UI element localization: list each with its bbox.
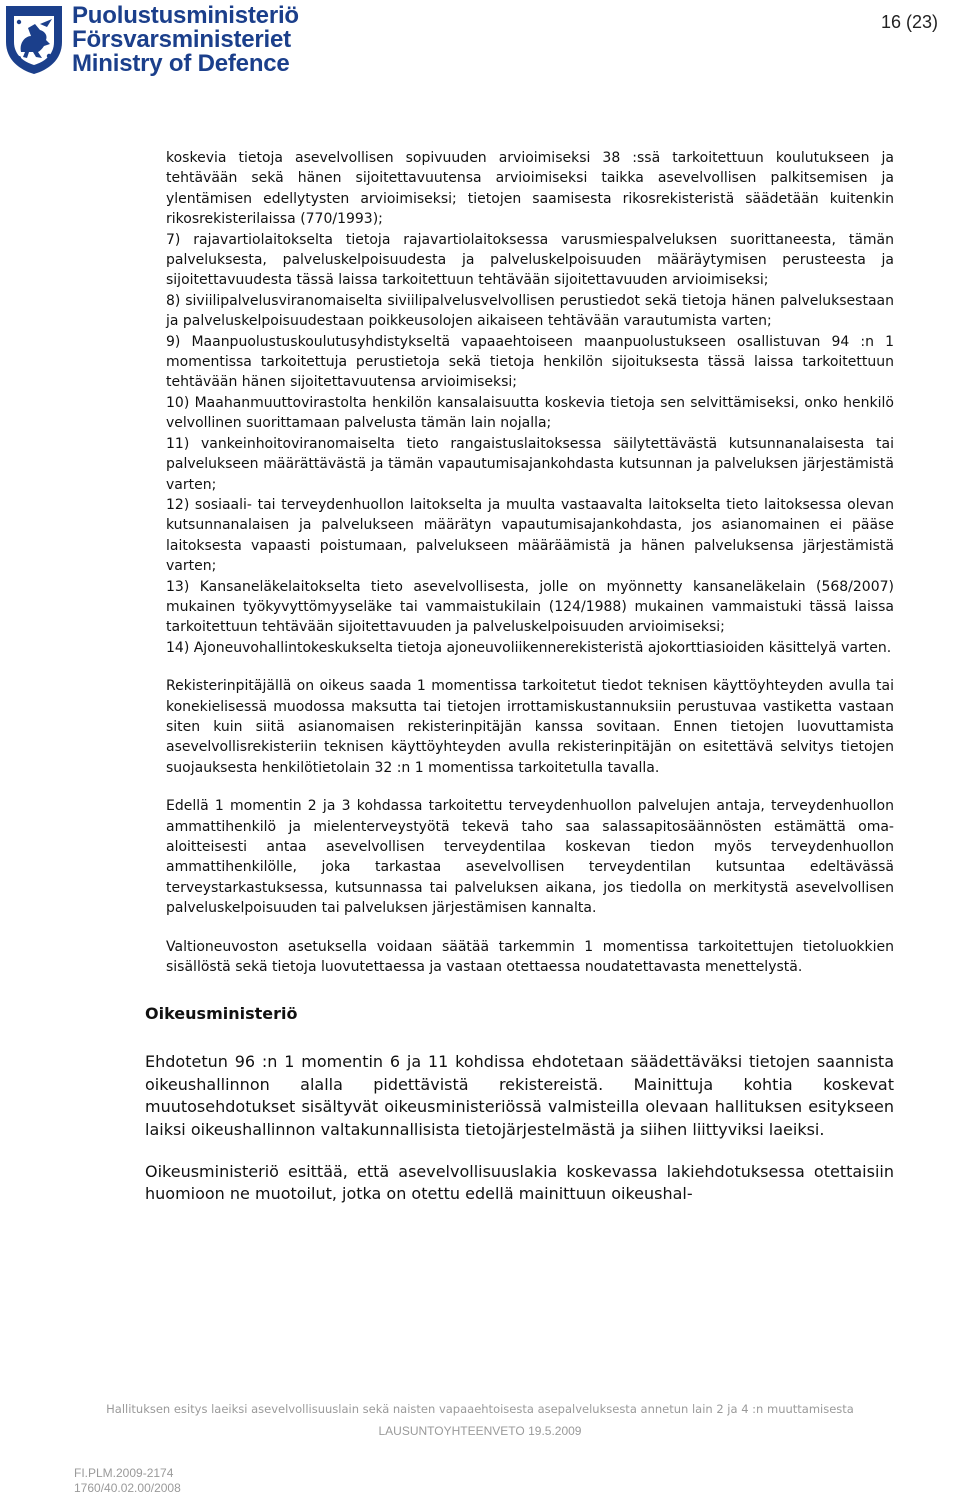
footer-subtitle: LAUSUNTOYHTEENVETO 19.5.2009 — [378, 1424, 582, 1438]
section-paragraph: Ehdotetun 96 :n 1 momentin 6 ja 11 kohdissa ehdotetaan säädettäväksi tietojen saannista oikeushallinnon alalla pidettävistä rekistereistä. Mainittuja kohtia koskevat muutosehdotukset sisältyvät oikeusministeriössä valmisteilla olevaan hallituksen esitykseen laiksi oikeushallinnon valtakunnallisista tietojärjestelmästä ja siihen liittyviksi laeiksi. — [145, 1052, 894, 1139]
footer-title: Hallituksen esitys laeiksi asevelvollisuuslain sekä naisten vapaaehtoisesta asepalveluksesta annetun lain 2 ja 4 :n muuttamisesta — [106, 1402, 854, 1416]
list-item: 12) sosiaali- tai terveydenhuollon laitokselta ja muulta vastaavalta laitokselta tieto laitoksessa olevan kutsunnanalaisen ja palvelukseen määrätyn vapautumisajankohdasta, jos asianomainen ei pääse laitoksesta vapaasti poistumaan, palvelukseen määräämistä ja hänen palveluksensa järjestämistä varten; — [166, 496, 894, 575]
list-item: 9) Maanpuolustuskoulutusyhdistykseltä vapaaehtoiseen maanpuolustukseen osallistuvan 94 :n 1 momentissa tarkoitettuja perustietoja sekä tietoja henkilön sijoituksesta tässä laissa tarkoitettuun tehtävään hänen sijoitettavuutensa arvioimiseksi; — [166, 333, 894, 391]
logo-line-en: Ministry of Defence — [72, 50, 290, 77]
lion-crest-icon — [2, 2, 66, 76]
footer-reference — [74, 1466, 181, 1496]
footer-ref-line: FI.PLM.2009-2174 — [74, 1466, 174, 1480]
page-number: 16 (23) — [880, 12, 938, 32]
section-heading: Oikeusministeriö — [145, 1004, 298, 1024]
section-paragraph: Oikeusministeriö esittää, että asevelvollisuuslakia koskevassa lakiehdotuksessa otettaisiin huomioon ne muotoilut, jotka on otettu edellä mainittuun oikeushal- — [145, 1162, 894, 1204]
list-item: 7) rajavartiolaitokselta tietoja rajavartiolaitoksessa varusmiespalveluksen suorittaneesta, tämän palveluksesta, palveluskelpoisuudesta ja palveluskelpoisuuden määräytymisen perusteesta ja sijoitettavuudesta tässä laissa tarkoitettuun tehtävään sijoitettavuuden arvioimiseksi; — [166, 231, 894, 289]
logo-line-fi: Puolustusministeriö — [72, 2, 299, 29]
list-item: 13) Kansaneläkelaitokselta tieto asevelvollisesta, jolle on myönnetty kansaneläkelain (568/2007) mukainen työkyvyttömyyseläke tai vammaistukilain (124/1988) mukainen vammaistuki tässä laissa tarkoitettuun tehtävään sijoitettavuuden ja palveluskelpoisuuden arvioimiseksi; — [166, 578, 894, 636]
list-item: 11) vankeinhoitoviranomaiselta tieto rangaistuslaitoksessa säilytettävästä kutsunnanalaisesta tai palvelukseen määrättävästä ja tämän vapautumisajankohdasta kutsunnan ja palveluksen järjestämistä varten; — [166, 435, 894, 493]
list-item: 14) Ajoneuvohallintokeskukselta tietoja ajoneuvoliikennerekisteristä ajokorttiasioiden käsittelyä varten. — [166, 639, 892, 656]
list-item: 8) siviilipalvelusviranomaiselta siviilipalvelusvelvollisen perustiedot sekä tietoja hänen palveluksestaan ja palveluskelpoisuudestaan poikkeusolojen aikaiseen tehtävään varautumista varten; — [166, 292, 894, 330]
body-paragraph: Edellä 1 momentin 2 ja 3 kohdassa tarkoitettu terveydenhuollon palvelujen antaja, terveydenhuollon ammattihenkilö ja mielenterveystyötä tekevä taho saa salassapitosäännösten estämättä oma-aloitteisesti antaa asevelvollisen terveydentilaa koskevan tiedon myös terveydenhuollon ammattihenkilölle, joka tarkastaa asevelvollisen terveydentilan kutsuntaa edeltävässä terveystarkastuksessa, kutsunnassa tai palveluksen aikana, jos tiedolla on merkitystä asevelvollisen palveluskelpoisuuden tai palveluksen järjestämisen kannalta. — [166, 798, 894, 917]
body-paragraph: Valtioneuvoston asetuksella voidaan säätää tarkemmin 1 momentissa tarkoitettujen tietoluokkien sisällöstä sekä tietoja luovutettaessa ja vastaan otettaessa noudatettavasta menettelystä. — [166, 938, 894, 976]
logo-line-sv: Försvarsministeriet — [72, 26, 291, 53]
list-item: koskevia tietoja asevelvollisen sopivuuden arvioimiseksi 38 :ssä tarkoitettuun koulutukseen ja tehtävään sekä hänen sijoitettavuutensa arvioimiseksi taikka asevelvollisen palkitsemisen ja ylentämisen edellytysten arvioimiseksi; tietojen saamisesta rikosrekisteristä säädetään kuitenkin rikosrekisterilaissa (770/1993); — [166, 150, 894, 228]
list-item: 10) Maahanmuuttovirastolta henkilön kansalaisuutta koskevia tietoja sen selvittämiseksi, onko henkilö velvollinen suorittamaan palvelusta tämän lain nojalla; — [166, 394, 894, 432]
body-paragraph: Rekisterinpitäjällä on oikeus saada 1 momentissa tarkoitetut tiedot teknisen käyttöyhteyden avulla tai konekielisessä muodossa maksutta tai tietojen irrottamiskustannuksiin perustuvaa vastiketta vastaan siten kuin siitä asianomaisen rekisterinpitäjän kanssa sovitaan. Ennen tietojen luovuttamista asevelvollisrekisteriin teknisen käyttöyhteyden avulla rekisterinpitäjän on esitettävä selvitys tietojen suojauksesta henkilötietolain 32 :n 1 momentissa tarkoitetulla tavalla. — [166, 678, 894, 776]
ministry-logo — [2, 2, 362, 76]
footer-ref-line: 1760/40.02.00/2008 — [74, 1481, 181, 1495]
logo-wordmark — [72, 4, 299, 76]
document-body — [0, 148, 960, 1206]
